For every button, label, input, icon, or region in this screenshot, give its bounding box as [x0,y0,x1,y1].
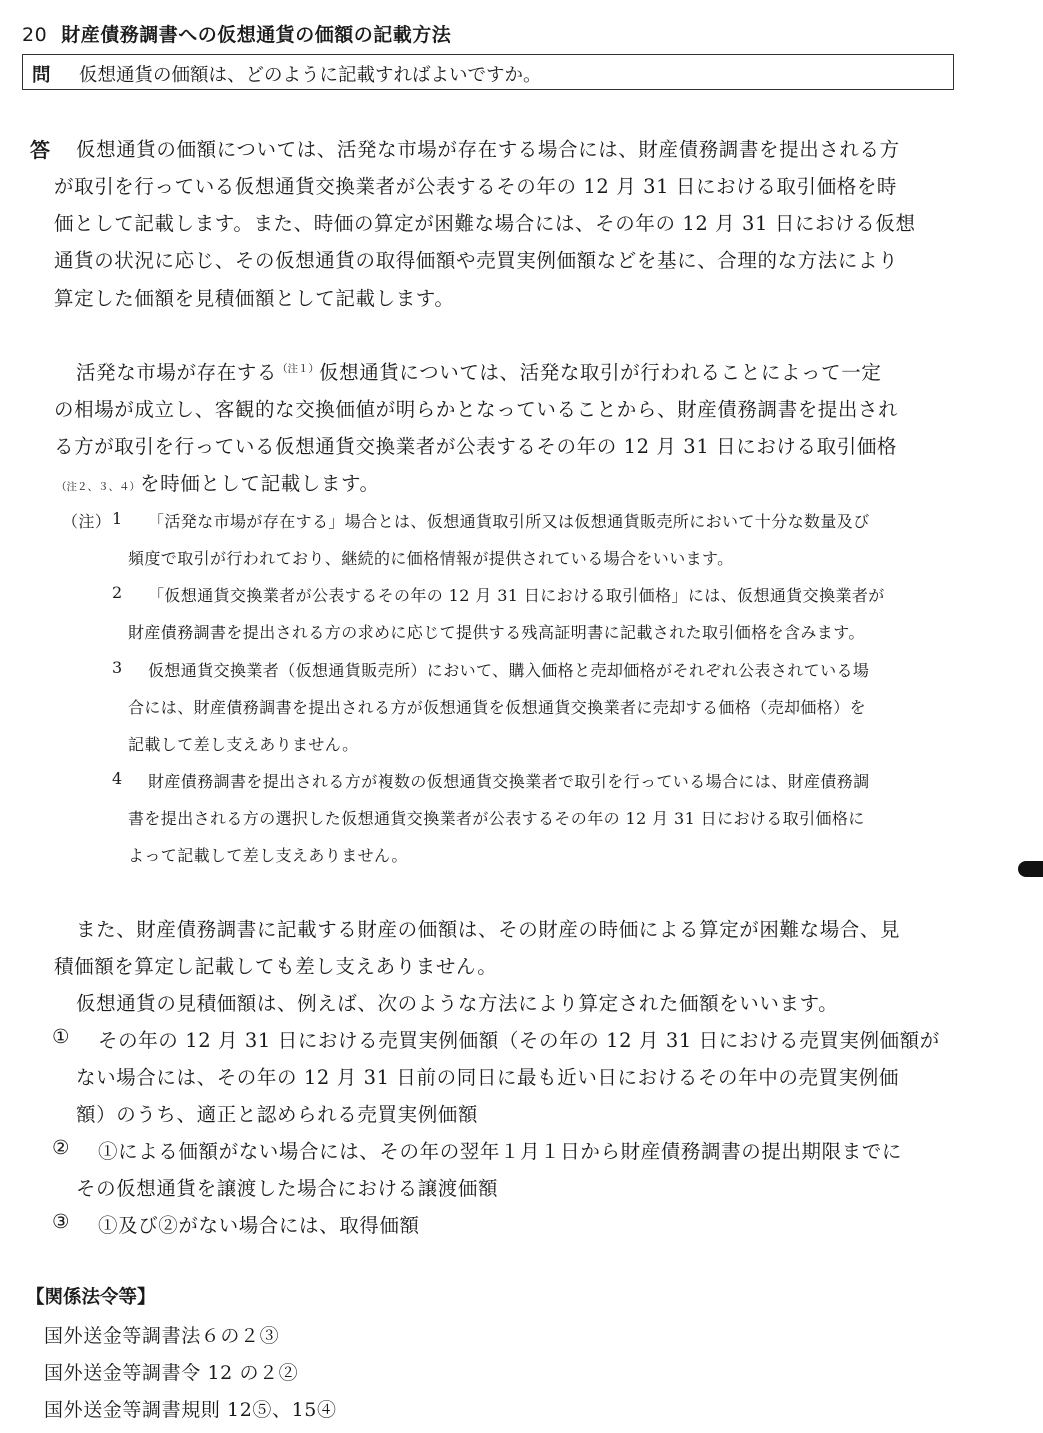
para1-line [76,357,881,385]
method-text: その仮想通貨を譲渡した場合における譲渡価額 [76,1177,499,1200]
note-text: 財産債務調書を提出される方の求めに応じて提供する残高証明書に記載された取引価格を含みます。 [128,623,865,642]
note-text: 頻度で取引が行われており、継続的に価格情報が提供されている場合をいいます。 [128,549,734,568]
method-mark: ① [52,1025,71,1048]
law-item: 国外送金等調書法６の２③ [44,1325,280,1347]
law-item: 国外送金等調書令 12 の２② [44,1362,299,1384]
note-text: 合には、財産債務調書を提出される方が仮想通貨を仮想通貨交換業者に売却する価格（売却価格）を [128,698,867,717]
note-text: 仮想通貨交換業者（仮想通貨販売所）において、購入価格と売却価格がそれぞれ公表されている場 [148,661,870,680]
note-text: よって記載して差し支えありません。 [128,846,408,865]
question-mark: 問 [32,65,51,86]
note-number: 2 [112,583,123,602]
para1-line [56,468,380,496]
para2-line: また、財産債務調書に記載する財産の価額は、その財産の時価による算定が困難な場合、見 [76,918,901,941]
method-text: ①及び②がない場合には、取得価額 [98,1214,420,1237]
method-text: その年の 12 月 31 日における売買実例価額（その年の 12 月 31 日における売買実例価額が [98,1029,940,1052]
note-number: 3 [112,658,123,677]
answer-mark: 答 [30,138,50,162]
question-box [22,54,954,90]
section-number: 20 [22,24,48,46]
para1-text: を時価として記載します。 [140,472,380,495]
note-text: 記載して差し支えありません。 [128,735,359,754]
note-1-ref: （注１） [277,363,320,375]
answer-line: 価として記載します。また、時価の算定が困難な場合には、その年の 12 月 31 日における仮想 [54,212,916,235]
para2-line: 仮想通貨の見積価額は、例えば、次のような方法により算定された価額をいいます。 [76,992,839,1015]
related-laws-heading: 【関係法令等】 [26,1287,156,1308]
section-title-text: 財産債務調書への仮想通貨の価額の記載方法 [61,24,452,46]
note-text: 「仮想通貨交換業者が公表するその年の 12 月 31 日における取引価格」には、仮想通貨交換業者が [148,586,885,605]
answer-line: 仮想通貨の価額については、活発な市場が存在する場合には、財産債務調書を提出される方 [76,138,900,161]
para2-line: 積価額を算定し記載しても差し支えありません。 [54,955,498,978]
para1-line: る方が取引を行っている仮想通貨交換業者が公表するその年の 12 月 31 日における取引価格 [54,435,898,458]
page-edge-mark [1018,861,1043,877]
note-text: 書を提出される方の選択した仮想通貨交換業者が公表するその年の 12 月 31 日における取引価格に [128,809,865,828]
question-text: 仮想通貨の価額は、どのように記載すればよいですか。 [79,65,542,86]
section-title [22,20,451,47]
method-mark: ② [52,1136,71,1159]
note-text: 「活発な市場が存在する」場合とは、仮想通貨取引所又は仮想通貨販売所において十分な数量及び [148,512,870,531]
para1-line: の相場が成立し、客観的な交換価値が明らかとなっていることから、財産債務調書を提出され [54,398,899,421]
answer-line: が取引を行っている仮想通貨交換業者が公表するその年の 12 月 31 日における取引価格を時 [54,175,898,198]
note-text: 財産債務調書を提出される方が複数の仮想通貨交換業者で取引を行っている場合には、財産債務調 [148,772,870,791]
method-text: 額）のうち、適正と認められる売買実例価額 [76,1103,479,1126]
note-2-3-4-ref: （注２、３、４） [56,481,140,493]
note-number: 1 [112,509,123,528]
method-text: ①による価額がない場合には、その年の翌年１月１日から財産債務調書の提出期限までに [98,1140,903,1163]
law-item: 国外送金等調書規則 12⑤、15④ [44,1399,337,1421]
method-text: ない場合には、その年の 12 月 31 日前の同日に最も近い日におけるその年中の売買実例価 [76,1066,899,1089]
para1-text: 仮想通貨については、活発な取引が行われることによって一定 [319,361,882,384]
answer-line: 通貨の状況に応じ、その仮想通貨の取得価額や売買実例価額などを基に、合理的な方法により [54,249,899,272]
notes-label: （注） [62,512,112,531]
para1-text: 活発な市場が存在する [76,361,278,384]
answer-line: 算定した価額を見積価額として記載します。 [54,287,455,310]
method-mark: ③ [52,1210,71,1233]
note-number: 4 [112,769,123,788]
